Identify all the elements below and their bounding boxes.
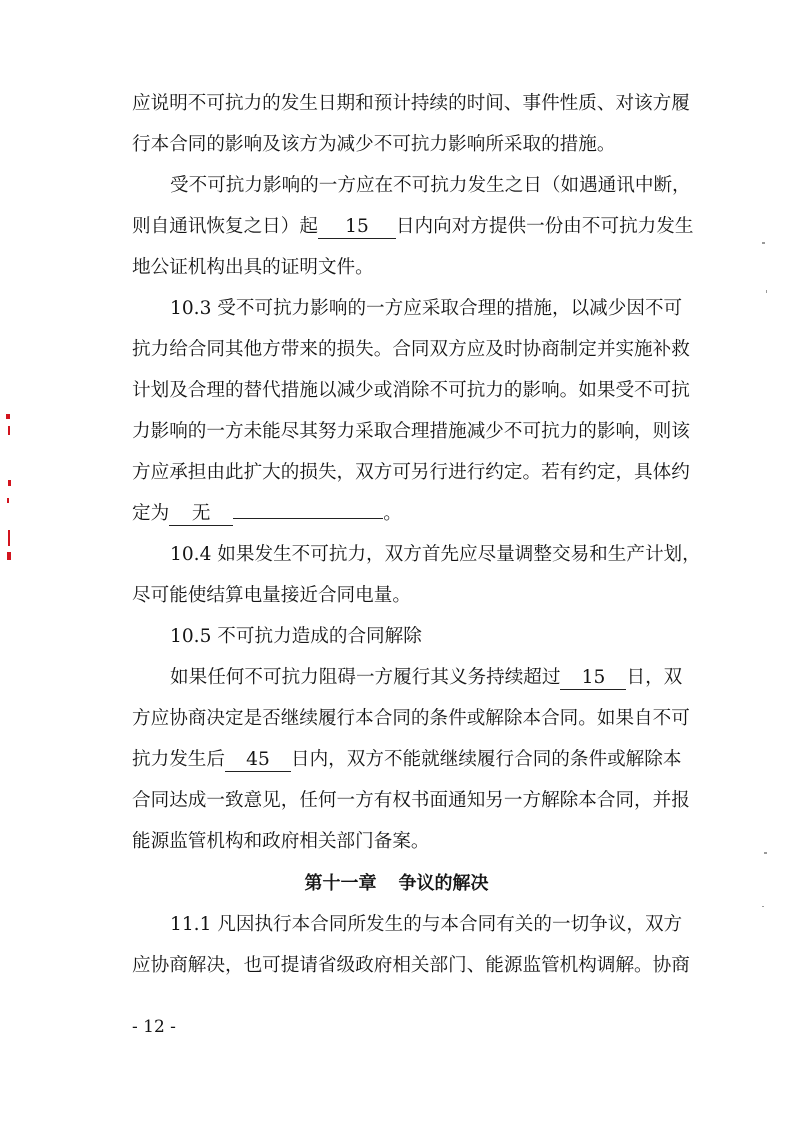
paragraph-line: 计划及合理的替代措施以减少或消除不可抗力的影响。如果受不可抗 [132, 380, 690, 401]
chapter-title: 争议的解决 [398, 873, 489, 894]
paragraph-line: 方应承担由此扩大的损失，双方可另行进行约定。若有约定，具体约 [132, 462, 690, 483]
paragraph-line: 定为 无 。 [132, 503, 402, 524]
paragraph-line: 10.3 受不可抗力影响的一方应采取合理的措施，以减少因不可 [170, 298, 683, 319]
paragraph-line: 尽可能使结算电量接近合同电量。 [132, 585, 411, 606]
paragraph-line: 地公证机构出具的证明文件。 [132, 257, 374, 278]
paragraph-line: 力影响的一方未能尽其努力采取合理措施减少不可抗力的影响，则该 [132, 421, 690, 442]
page-number: - 12 - [132, 1017, 176, 1037]
paragraph-line: 行本合同的影响及该方为减少不可抗力影响所采取的措施。 [132, 134, 616, 155]
paragraph-line: 11.1 凡因执行本合同所发生的与本合同有关的一切争议，双方 [170, 914, 683, 935]
empty-blank [233, 518, 383, 519]
paragraph-line: 如果任何不可抗力阻碍一方履行其义务持续超过 15 日，双 [170, 667, 683, 688]
chapter-number: 第十一章 [304, 873, 377, 894]
paragraph-line: 方应协商决定是否继续履行本合同的条件或解除本合同。如果自不可 [132, 708, 690, 729]
filled-blank: 45 [225, 749, 291, 772]
paragraph-line: 能源监管机构和政府相关部门备案。 [132, 831, 430, 852]
paragraph-line: 抗力发生后 45 日内，双方不能就继续履行合同的条件或解除本 [132, 749, 682, 770]
paragraph-line: 抗力给合同其他方带来的损失。合同双方应及时协商制定并实施补救 [132, 339, 690, 360]
filled-blank: 15 [318, 216, 396, 239]
section-heading: 10.5 不可抗力造成的合同解除 [170, 626, 422, 647]
paragraph-line: 合同达成一致意见，任何一方有权书面通知另一方解除本合同，并报 [132, 790, 690, 811]
filled-blank: 无 [169, 503, 233, 526]
chapter-heading [0, 872, 793, 896]
paragraph-line: 应说明不可抗力的发生日期和预计持续的时间、事件性质、对该方履 [132, 93, 690, 114]
paragraph-line: 则自通讯恢复之日）起 15 日内向对方提供一份由不可抗力发生 [132, 216, 694, 237]
filled-blank: 15 [560, 667, 626, 690]
paragraph-line: 应协商解决，也可提请省级政府相关部门、能源监管机构调解。协商 [132, 955, 690, 976]
paragraph-line: 10.4 如果发生不可抗力，双方首先应尽量调整交易和生产计划， [170, 544, 701, 565]
paragraph-line: 受不可抗力影响的一方应在不可抗力发生之日（如遇通讯中断， [170, 175, 691, 196]
